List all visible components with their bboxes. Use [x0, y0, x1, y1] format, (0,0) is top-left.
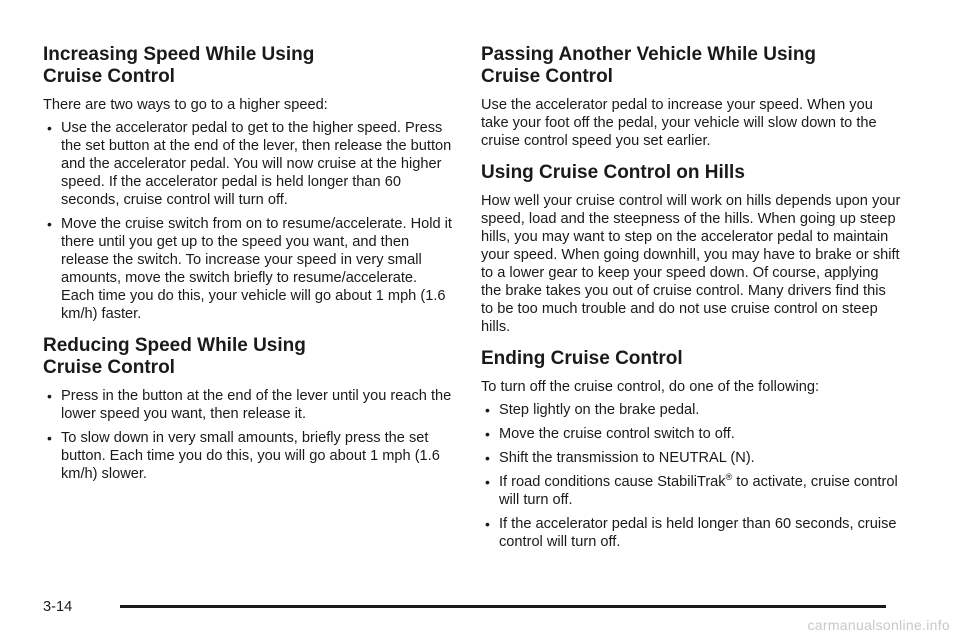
list-item: [43, 119, 453, 209]
list-item: [481, 515, 901, 551]
bullet-icon: •: [47, 216, 52, 232]
bullet-icon: •: [47, 120, 52, 136]
page-number: 3-14: [43, 599, 73, 615]
left-column: [43, 44, 453, 495]
heading-line-2: Cruise Control: [43, 66, 175, 87]
list-item-text: To slow down in very small amounts, briefly press the set button. Each time you do this, you will go about 1 mph (1.6 km/h) slower.: [61, 430, 440, 482]
list-item-text: Step lightly on the brake pedal.: [499, 402, 700, 418]
heading-line-2: Cruise Control: [43, 357, 175, 378]
section-body: How well your cruise control will work on hills depends upon your speed, load and the steepness of the hills. When going up steep hills, you may want to step on the accelerator pedal to maintain your speed. When going downhill, you may have to brake or shift to a lower gear to keep your speed down. Of course, applying the brake takes you out of cruise control. Many drivers find this to be too much trouble and do not use cruise control on steep hills.: [481, 193, 901, 335]
bullet-icon: •: [485, 402, 490, 418]
registered-mark: ®: [725, 472, 733, 483]
section-heading: [43, 335, 453, 379]
list-item-text: Press in the button at the end of the lever until you reach the lower speed you want, then release it.: [61, 388, 452, 422]
list-item: [481, 449, 901, 467]
bullet-list: [43, 119, 453, 323]
section-heading: [481, 44, 901, 88]
list-item: [481, 425, 901, 443]
stabilitrak-text-before: If road conditions cause StabiliTrak: [499, 474, 726, 490]
list-item-text: [499, 474, 898, 508]
bullet-list: [481, 401, 901, 551]
stabilitrak-text-after: to activate, cruise control will turn off.: [499, 474, 898, 508]
bullet-icon: •: [485, 426, 490, 442]
bullet-list: [43, 387, 453, 483]
list-item-text: If the accelerator pedal is held longer than 60 seconds, cruise control will turn off.: [499, 516, 897, 550]
list-item: [43, 387, 453, 423]
list-item: [43, 429, 453, 483]
list-item: [481, 473, 901, 509]
bullet-icon: •: [47, 430, 52, 446]
list-item-text: Move the cruise switch from on to resume/accelerate. Hold it there until you get up to the speed you want, and then release the switch. To increase your speed in very small amounts, move the switch briefly to resume/accelerate. Each time you do this, your vehicle will go about 1 mph (1.6 km/h) faster.: [61, 216, 452, 322]
bullet-icon: •: [485, 516, 490, 532]
heading-line-1: Increasing Speed While Using: [43, 44, 315, 65]
page-footer: [43, 597, 886, 617]
section-increasing-speed: [43, 44, 453, 323]
section-passing-vehicle: [481, 44, 901, 150]
footer-divider: [120, 605, 886, 608]
section-body: Use the accelerator pedal to increase your speed. When you take your foot off the pedal, your vehicle will slow down to the cruise control speed you set earlier.: [481, 97, 877, 149]
right-column: [481, 44, 901, 563]
list-item: [481, 401, 901, 419]
list-item-text: Use the accelerator pedal to get to the higher speed. Press the set button at the end of the lever, then release the button and the accelerator pedal. You will now cruise at the higher speed. If the accelerator pedal is held longer than 60 seconds, cruise control will turn off.: [61, 120, 452, 208]
watermark: carmanualsonline.info: [807, 617, 950, 633]
section-intro: To turn off the cruise control, do one of the following:: [481, 379, 820, 395]
list-item-text: Shift the transmission to NEUTRAL (N).: [499, 450, 755, 466]
bullet-icon: •: [485, 450, 490, 466]
heading-line-1: Reducing Speed While Using: [43, 335, 306, 356]
heading-line-1: Passing Another Vehicle While Using: [481, 44, 817, 65]
list-item-text: Move the cruise control switch to off.: [499, 426, 735, 442]
bullet-icon: •: [485, 474, 490, 490]
heading-line-2: Cruise Control: [481, 66, 613, 87]
section-ending-cruise: [481, 348, 901, 551]
section-hills: [481, 162, 901, 336]
bullet-icon: •: [47, 388, 52, 404]
section-heading: Ending Cruise Control: [481, 348, 683, 369]
list-item: [43, 215, 453, 323]
section-reducing-speed: [43, 335, 453, 483]
section-heading: Using Cruise Control on Hills: [481, 162, 745, 183]
section-intro: There are two ways to go to a higher speed:: [43, 97, 328, 113]
section-heading: [43, 44, 453, 88]
